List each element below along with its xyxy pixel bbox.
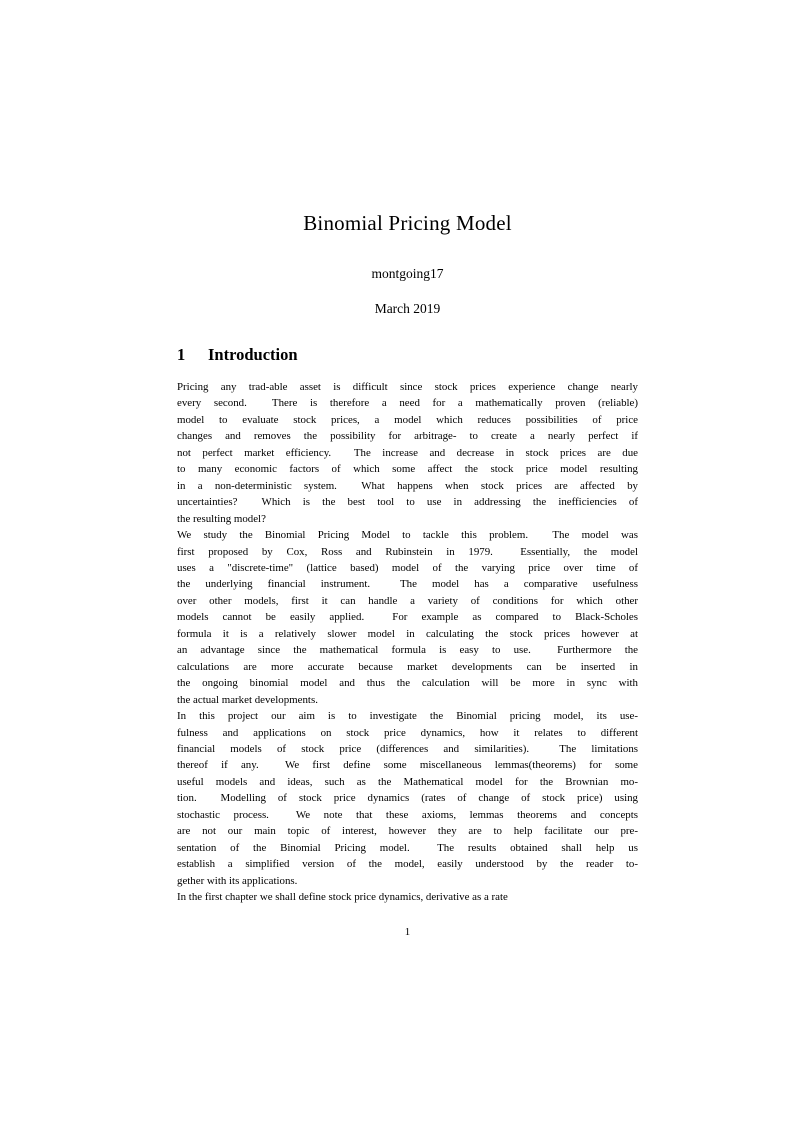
text-line: stochastic process. We note that these axioms, lemmas theorems and concepts [177, 808, 638, 821]
paragraph-1 [177, 379, 638, 527]
text-line: not perfect market efficiency. The increase and decrease in stock prices are due [177, 446, 638, 459]
text-line: an advantage since the mathematical formula is easy to use. Furthermore the [177, 644, 638, 657]
text-line: every second. There is therefore a need for a mathematically proven (reliable) [177, 397, 638, 410]
text-line: establish a simplified version of the model, easily understood by the reader to- [177, 858, 638, 871]
paragraph-4 [177, 889, 638, 905]
text-line: the underlying financial instrument. The model has a comparative usefulness [177, 578, 638, 591]
document-author: montgoing17 [371, 266, 444, 281]
document-date: March 2019 [374, 301, 441, 316]
text-line: In the first chapter we shall define stock price dynamics, derivative as a rate [177, 891, 508, 904]
text-line: uses a "discrete-time" (lattice based) model of the varying price over time of [177, 561, 638, 574]
paragraph-3 [177, 708, 638, 889]
text-line: calculations are more accurate because market developments can be inserted in [177, 660, 638, 673]
text-line: formula it is a relatively slower model in calculating the stock prices however at [177, 627, 638, 640]
text-line: over other models, first it can handle a variety of conditions for which other [177, 594, 638, 607]
text-line: Pricing any trad-able asset is difficult since stock prices experience change nearly [177, 381, 638, 393]
text-line: tion. Modelling of stock price dynamics (rates of change of stock price) using [177, 792, 638, 805]
text-line: in a non-deterministic system. What happens when stock prices are affected by [177, 479, 638, 492]
body-text [177, 379, 638, 906]
text-line: first proposed by Cox, Ross and Rubinstein in 1979. Essentially, the model [177, 545, 638, 558]
paragraph-2 [177, 527, 638, 708]
text-line: sentation of the Binomial Pricing model. The results obtained shall help us [177, 841, 638, 854]
text-line: thereof if any. We first define some miscellaneous lemmas(theorems) for some [177, 759, 638, 772]
text-line: are not our main topic of interest, however they are to help facilitate our pre- [177, 825, 638, 838]
section-number: 1 [177, 345, 186, 364]
text-line: We study the Binomial Pricing Model to tackle this problem. The model was [177, 529, 638, 542]
text-line: the resulting model? [177, 512, 266, 525]
page-number: 1 [404, 926, 411, 938]
text-line: model to evaluate stock prices, a model which reduces possibilities of price [177, 413, 638, 426]
text-line: models cannot be easily applied. For example as compared to Black-Scholes [177, 611, 638, 624]
page-title: Binomial Pricing Model [303, 211, 512, 235]
text-line: the actual market developments. [177, 693, 318, 706]
section-title: Introduction [208, 345, 298, 364]
text-line: In this project our aim is to investigate the Binomial pricing model, its use- [177, 710, 638, 723]
text-line: gether with its applications. [177, 874, 298, 887]
section-heading-introduction [177, 345, 638, 365]
title-block [177, 210, 638, 318]
text-line: to many economic factors of which some affect the stock price model resulting [177, 463, 638, 476]
text-line: uncertainties? Which is the best tool to use in addressing the inefficiencies of [177, 496, 638, 509]
text-line: useful models and ideas, such as the Mathematical model for the Brownian mo- [177, 775, 638, 788]
text-line: financial models of stock price (differences and similarities). The limitations [177, 742, 638, 755]
text-line: the ongoing binomial model and thus the calculation will be more in sync with [177, 677, 638, 690]
text-line: fulness and applications on stock price dynamics, how it relates to different [177, 726, 638, 739]
text-line: changes and removes the possibility for arbitrage- to create a nearly perfect if [177, 430, 638, 443]
